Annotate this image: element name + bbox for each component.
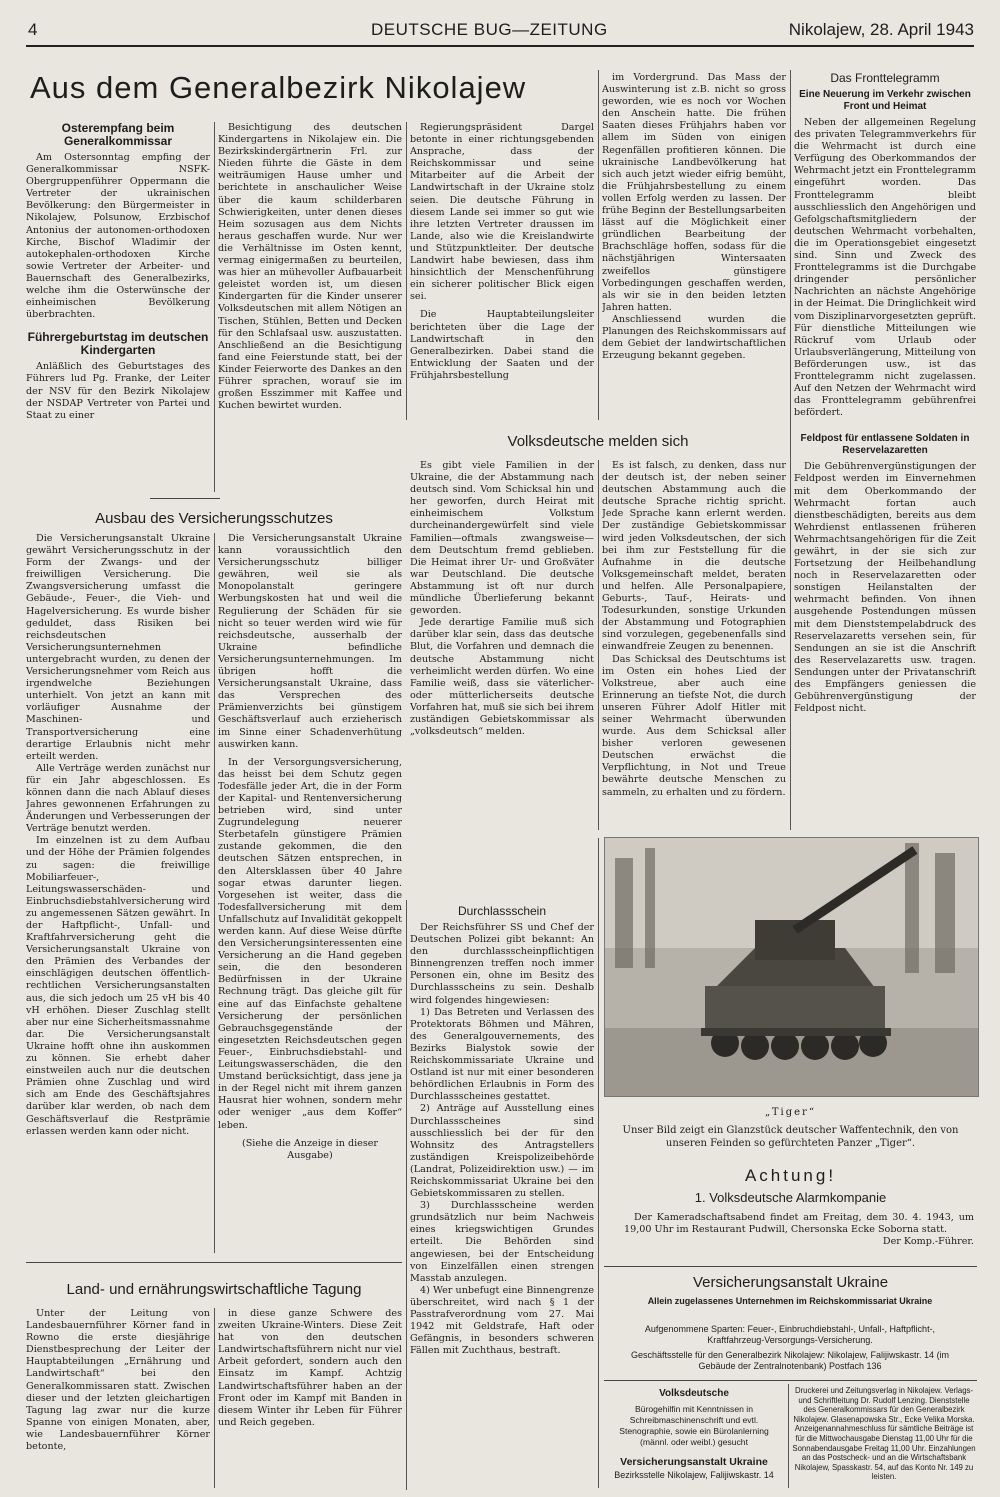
versicherung-body-3: Im einzelnen ist zu dem Aufbau und der Höhe der Prämien folgendes zu sagen: die freiwillige Mobiliarfeuer-, Leitungswasserschäden- und Einbruchsdiebstahlversicherung wird zu angemessenen Sätzen gewährt. In der Haftpflicht-, Unfall- und Kraftfahrversicherung geht die Versicherungsanstalt Ukraine von den Prämien des Verbandes der einschlägigen deutschen öffentlich-rechtlichen Versicherungsanstalten aus, die sich jedoch um 25 vH bis 40 vH erhöhen. Dieser Zuschlag stellt aber nur eine Sicherheitsmassnahme dar. Die Versicherungsanstalt Ukraine hofft ohne ihn auskommen zu können. Sie erhebt daher einstweilen auch nur die deutschen Prämien ohne Zuschlag und wird sich am Ende des Geschäftsjahres darüber klar werden, ob nach dem Geschäftsverlauf die Restprämie erlassen werden kann oder nicht. (26, 835, 210, 1137)
fronttelegramm-subtitle: Eine Neuerung im Verkehr zwischen Front und Heimat (799, 89, 971, 112)
versicherung-body-4: Die Versicherungsanstalt Ukraine kann voraussichtlich den Versicherungsschutz billiger gewähren, weil sie als Monopolanstalt geringere Werbungskosten hat und weil die Regulierung der Schäden für sie nicht so teuer werden wird wie für reichsdeutsche, ausserhalb der Ukraine befindliche Versicherungsunternehmungen. Im übrigen hofft die Versicherungsanstalt Ukraine, dass das Versprechen des Prämienverzichts bei günstigem Geschäftsverlauf auch erzieherisch im Sinne einer Schadenverhütung auswirken kann. (218, 533, 402, 750)
achtung-body: Der Kameradschaftsabend findet am Freitag, dem 30. 4. 1943, um 19,00 Uhr im Restaurant Pudwill, Chersonska Ecke Soborna statt. (624, 1212, 974, 1236)
small-ad-footer-1: Versicherungsanstalt Ukraine (620, 1456, 768, 1468)
durchlassschein-title: Durchlassschein (457, 905, 547, 918)
ad-rule (604, 1266, 977, 1267)
small-ad-footer-2: Bezirksstelle Nikolajew, Falijiwskastr. 14 (614, 1470, 774, 1480)
durchlassschein-body-2: 1) Das Betreten und Verlassen des Protektorats Böhmen und Mähren, des Generalgouvernements, des Bezirks Bialystok sowie der Reichskommissariate Ukraine und Ostland ist nur mit einer besonderen behördlichen Erlaubnis in Form des Durchlassscheines gestattet. (410, 1006, 594, 1103)
dargel-body-3: im Vordergrund. Das Mass der Auswinterung ist z.B. nicht so gross geworden, wie es noch vor Wochen den Anschein hatte. Die frühen Saaten dieses Frühjahrs haben vor allem im Süden von einigen Regenfällen profitieren können. Die ukrainische Landbevölkerung hat sich auch jetzt wieder eifrig bemüht, die Frühjahrsbestellung zu einem vollen Erfolg werden zu lassen. Der frühe Beginn der Bestellungsarbeiten lässt auf die Möglichkeit einer gründlichen Bearbeitung der Brachschläge hoffen, sodass für die nächstjährigen Wintersaaten zweifellos günstigere Vorbedingungen geschaffen werden, als wir sie in den beiden letzten Jahren hatten. (602, 72, 786, 313)
tiger-tank-photo (604, 837, 979, 1097)
volksdeutsche-title: Volksdeutsche melden sich (507, 433, 689, 450)
durchlassschein-body-1: Der Reichsführer SS und Chef der Deutschen Polizei gibt bekannt: An den durchlassscheinpflichtigen Binnengrenzen treffen noch immer Personen ein, ohne im Besitz des Durchlassscheins zu sein. Deshalb wird folgendes hingewiesen: (410, 922, 594, 1006)
column-3-middle (410, 460, 594, 892)
volksdeutsche-body-1: Es gibt viele Familien in der Ukraine, die der Abstammung nach deutsch sind. Vom Schicksal hin und her geworfen, durch Heirat mit einheimischem Volkstum durcheinandergewürfelt sind viele Familien—oftmals zwangsweise—dem Deutschtum fremd geblieben. Die Heimat ihrer Ur- und Großväter war Deutschland. Die deutsche Abstammung ist oft nur durch mündliche Überlieferung bekannt geworden. (410, 460, 594, 617)
dargel-body-2: Die Hauptabteilungsleiter berichteten über die Lage der Landwirtschaft in den Generalbezirken. Dabei stand die Entwicklung der Saaten und der Frühjahrsbestellung (410, 309, 594, 381)
column-3-bottom (410, 905, 594, 1485)
achtung-body-wrap (624, 1212, 974, 1252)
versicherung-title: Ausbau des Versicherungsschutzes (95, 510, 333, 527)
column-2-middle (218, 533, 402, 1261)
landwirtschaft-title: Land- und ernährungswirtschaftliche Tagung (66, 1281, 362, 1298)
divider (406, 900, 407, 1490)
fronttelegramm-body: Neben der allgemeinen Regelung des privaten Telegrammverkehrs für die Wehrmacht ist durch eine Verfügung des Oberkommandos der Wehrmacht jetzt ein Fronttelegramm eingeführt worden. Das Fronttelegramm bleibt ausschliesslich den Angehörigen und Gefolgschaftsmitgliedern der deutschen Wehrmacht vorbehalten, die im Operationsgebiet eingesetzt sind. Sinn und Zweck des Fronttelegramms ist die Durchgabe dringender persönlicher Nachrichten an nächste Angehörige in der Heimat. Die Dringlichkeit wird vom Disziplinarvorgesetzten geprüft. Für dienstliche Mitteilungen wie Rückruf vom Urlaub oder Urlaubsverlängerung, Mitteilung von Beförderungen usw., ist das Fronttelegramm nicht zugelassen. Auf den Netzen der Wehrmacht wird das Fronttelegramm gebührenfrei befördert. (794, 117, 976, 419)
versicherung-body-6: (Siehe die Anzeige in dieser Ausgabe) (241, 1137, 379, 1161)
divider (214, 122, 215, 492)
fuehrergeburtstag-title: Führergeburtstag im deutschen Kindergarten (27, 330, 209, 358)
achtung-subtitle: 1. Volksdeutsche Alarmkompanie (694, 1190, 887, 1205)
fuehrergeburtstag-body-1: Anläßlich des Geburtstages des Führers lud Pg. Franke, der Leiter der NSV für den Bezirk Nikolajew der NSDAP Vertreter von Partei und Staat zu einer (26, 361, 210, 421)
dateline: Nikolajew, 28. April 1943 (788, 20, 974, 39)
short-rule (150, 498, 220, 499)
landwirtschaft-body-1: Unter der Leitung von Landesbauernführer Körner fand in Rowno die erste diesjährige Dienstbesprechung der Leiter der Hauptabteilungen „Ernährung und Landwirtschaft“ bei den Generalkommissaren statt. Zwischen dieser und der letzten gleichartigen Tagung lag zwar nur die kurze Spanne von einigen Monaten, aber, wie Landesbauernführer Körner betonte, (26, 1308, 210, 1453)
fuehrergeburtstag-body-2: Besichtigung des deutschen Kindergartens in Nikolajew ein. Die Bezirkskindergärtnerin Frl. zur Nieden führte die Gäste in dem weiträumigen Hause umher und berichtete in anschaulicher Weise über die kaum schilderbaren Schwierigkeiten, unter denen dieses Heim sozusagen aus dem Nichts heraus geschaffen wurde. Nur wer die Verhältnisse im Osten kennt, vermag einigermaßen zu beurteilen, was hier an mühevoller Aufbauarbeit geleistet worden ist, um diesen Kindergarten für die Kinder unserer Volksdeutschen mit allem Nötigen an Tischen, Stühlen, Betten und Decken für den Schlafsaal usw. auszustatten. Anschließend an die Besichtigung fand eine Feierstunde statt, bei der Kinder Feierworte des Dankes an den Führer sprachen, worauf sie im großen Esszimmer mit Kaffee und Kuchen bewirtet wurden. (218, 122, 402, 412)
achtung-title: Achtung! (744, 1166, 837, 1185)
small-ad-body: Bürogehilfin mit Kenntnissen in Schreibmaschinenschrift und evtl. Stenographie, sowie ein Bürolanlerning (männl. oder weibl.) gesucht (619, 1404, 769, 1447)
page-header (26, 20, 974, 42)
column-4-top (602, 72, 786, 422)
volksdeutsche-body-3: Es ist falsch, zu denken, dass nur der deutsch ist, der neben seiner deutschen Abstammung auch die deutsche Sprache richtig spricht. Jede Sprache kann erlernt werden. Der zuständige Gebietskommissar wird jeden Volksdeutschen, der sich bei ihm zur Feststellung für die Aufnahme in die deutsche Volksgemeinschaft meldet, beraten und helfen. Alle Personalpapiere, Geburts-, Tauf-, Heirats- und Todesurkunden, sonstige Urkunden der Abstammung und Fotographien sind vorzulegen, gegebenenfalls sind einwandfreie Zeugen zu benennen. (602, 460, 786, 653)
divider (788, 1384, 789, 1488)
divider (214, 1308, 215, 1488)
durchlassschein-body-5: 4) Wer unbefugt eine Binnengrenze überschreitet, wird nach § 1 der Passtrafverordnung vom 27. Mai 1942 mit Geldstrafe, Haft oder Gefängnis, in besonders schweren Fällen mit Zuchthaus, bestraft. (410, 1284, 594, 1357)
durchlassschein-body-3: 2) Anträge auf Ausstellung eines Durchlassscheines sind ausschliesslich bei der für den Wohnsitz des Antragstellers zuständigen Kreispolizeibehörde (Landrat, Polizeidirektion usw.) — im Reichskommissariat Ukraine bei den Gebietskommissaren zu stellen. (410, 1103, 594, 1200)
osterempfang-title: Osterempfang beim Generalkommissar (61, 122, 175, 148)
volksdeutsche-body-2: Jede derartige Familie muß sich darüber klar sein, dass das deutsche Blut, die Vorfahren und demnach die deutsche Abstammung nicht verheimlicht werden dürfen. Wo eine Familie weiß, dass sie väterlicher- oder mütterlicherseits deutsche Vorfahren hat, muß sie sich bei ihrem zuständigen Gebietskommissar als „volksdeutsch“ melden. (410, 617, 594, 738)
small-ad-title: Volksdeutsche (659, 1388, 729, 1399)
dargel-body-1: Regierungspräsident Dargel betonte in einer richtungsgebenden Ansprache, dass der Reichskommissar und seine Mitarbeiter auf die Arbeit der Landwirtschaft in der Ukraine stolz seien. Die deutsche Führung in diesem Lande sei immer so gut wie ihre letzten Vertreter draussen im Lande, also wie die Kreislandwirte und Stützpunktleiter. Der deutsche Landwirt habe bewiesen, dass ihm hinsichtlich der Menschenführung ein sicherer politischer Blick eigen sei. (410, 122, 594, 303)
divider (790, 70, 791, 830)
dargel-body-4: Anschliessend wurden die Planungen des Reichskommissars auf dem Gebiet der landwirtschaftlichen Erzeugung bekannt gegeben. (602, 313, 786, 362)
header-rule (26, 45, 974, 47)
va-ad-sparten: Aufgenommene Sparten: Feuer-, Einbruchdiebstahl-, Unfall-, Haftpflicht-, Kraftfahrzeug-Versorgungs-Versicherung. (644, 1324, 936, 1345)
page-number: 4 (28, 20, 38, 39)
va-ad-address: Geschäftsstelle für den Generalbezirk Nikolajew: Nikolajew, Falijiwskastr. 14 (im Gebäude der Zentralnotenbank) Postfach 136 (630, 1350, 950, 1371)
column-1-bottom (26, 1308, 210, 1488)
paper-name: DEUTSCHE BUG—ZEITUNG (371, 20, 608, 39)
versicherung-body-2: Alle Verträge werden zunächst nur für ein Jahr abgeschlossen. Es können dann die nach Ablauf dieses Jahres gewonnenen Erfahrungen zu Änderungen und Verbesserungen der Verträge benutzt werden. (26, 762, 210, 835)
landwirtschaft-body-2: in diese ganze Schwere des zweiten Ukraine-Winters. Diese Zeit hat von den deutschen Landwirtschaftsführern nicht nur viel Arbeit gefordert, sondern auch den Einsatz im Kampf. Achtzig Landwirtschaftsführer haben an der Front oder im Kampf mit Banden in diesem Winter ihr Leben für Führer und Reich gegeben. (218, 1308, 402, 1428)
photo-caption: Unser Bild zeigt ein Glanzstück deutscher Waffentechnik, den von unseren Feinden so gefürchteten Panzer „Tiger“. (622, 1125, 959, 1149)
achtung-signature: Der Komp.-Führer. (882, 1236, 974, 1248)
divider (214, 533, 215, 1253)
durchlassschein-body-4: 3) Durchlassscheine werden grundsätzlich nur beim Nachweis eines kriegswichtigen Grundes erteilt. Die Behörden sind angewiesen, bei der Entscheidung von Einzelfällen einen strengen Masstab anzulegen. (410, 1200, 594, 1284)
divider (598, 70, 599, 420)
photo-label: „Tiger“ (765, 1107, 816, 1118)
versicherung-body-5: In der Versorgungsversicherung, das heisst bei dem Schutz gegen Todesfälle jeder Art, die in der Form der Kapital- und Rentenversicherung betrieben wird, sind unter Zugrundelegung neuerer Sterbetafeln günstigere Prämien zustande gekommen, die den deutschen Sätzen entsprechen, in den Altersklassen über 40 Jahre sogar etwas darunter liegen. Vorgesehen ist weiter, dass die Todesfallversicherung mit dem Unfallschutz auf Invalidität gekoppelt werden kann. Auf diese Weise dürfte den Versicherungsinteressenten eine Versicherung an die Hand gegeben sein, die den besonderen Bedürfnissen in der Ukraine Rechnung trägt. Das gleiche gilt für eine auf das Einfachste gehaltene Versicherung der persönlichen Gebrauchsgegenstände der eingesetzten Reichsdeutschen gegen Feuer-, Einbruchsdiebstahl- und Leitungswasserschäden, die den Umstand berücksichtigt, dass jene ja in der Regel nicht mit ihrem ganzen Hausrat hier wohnen, sondern mehr oder weniger „aus dem Koffer“ leben. (218, 756, 402, 1131)
column-1-middle (26, 533, 210, 1245)
column-5 (794, 72, 976, 832)
column-2-bottom (218, 1308, 402, 1488)
va-ad-subtitle: Allein zugelassenes Unternehmen im Reichskommissariat Ukraine (647, 1296, 933, 1306)
impressum: Druckerei und Zeitungsverlag in Nikolajew. Verlags- und Schriftleitung Dr. Rudolf Lenzing. Dienststelle des Generalkommissars für den Generalbezirk Nikolajew. Glasenapowska Str., Ecke Velika Morska. Anzeigenannahmeschluss für sämtliche Beiträge ist für die Mittwochausgabe Dienstag 11,00 Uhr für die Sonnabendausgabe Freitag 11,00 Uhr. Einzahlungen an das Postscheck- und an die Wirtschaftsbank Nikolajew, Spasskastr. 54, auf das Konto Nr. 149 zu leisten. (792, 1386, 976, 1482)
va-ad-title: Versicherungsanstalt Ukraine (692, 1274, 889, 1291)
column-1-top (26, 122, 210, 492)
versicherung-body-1: Die Versicherungsanstalt Ukraine gewährt Versicherungsschutz in der Form der Zwangs- und der freiwilligen Versicherung. Die Zwangsversicherung umfasst die Gebäude-, Feuer-, die Vieh- und Hagelversicherung. Es wurde bisher geduldet, dass Risiken bei reichsdeutschen Versicherungsunternehmen untergebracht wurden, zu denen der Versicherungsnehmer vom Reich aus irgendwelche Beziehungen unterhielt. Von jetzt an kann mit vorläufiger Ausnahme der Maschinen- und Transportversicherung eine derartige Erlaubnis nicht mehr erteilt werden. (26, 533, 210, 762)
section-rule (26, 1262, 402, 1263)
ad-rule (604, 1380, 977, 1381)
tank-illustration (605, 838, 978, 1096)
main-headline: Aus dem Generalbezirk Nikolajew (30, 70, 527, 105)
fronttelegramm-title: Das Fronttelegramm (830, 72, 940, 85)
volksdeutsche-body-4: Das Schicksal des Deutschtums ist im Osten ein hohes Lied der Volkstreue, aber auch eine Erinnerung an tiefste Not, die durch unseren Führer Adolf Hitler mit seiner Wehrmacht überwunden wurde. Aus dem Schicksal aller bisher verloren gewesenen Deutschen erwächst die Verpflichtung, in Not und Treue bewährte deutsche Menschen zu sammeln, zu erhalten und zu fördern. (602, 653, 786, 798)
column-2-top (218, 122, 402, 492)
divider (406, 122, 407, 420)
feldpost-title: Feldpost für entlassene Soldaten in Reservelazaretten (800, 433, 970, 457)
divider (598, 838, 599, 1488)
feldpost-body: Die Gebührenvergünstigungen der Feldpost werden im Einvernehmen mit dem Oberkommando der Wehrmacht fortan auch dienstbeschädigten, bereits aus dem Wehrdienst entlassenen früheren Wehrmachtsangehörigen für die Zeit gewährt, in der sie sich zur Fortsetzung der Heilbehandlung noch in Reservelazaretten oder sonstigen Heilanstalten der wehrmacht befinden. Von ihnen ausgehende Postendungen müssen mit dem Dienststempelabdruck des Reservelazaretts versehen sein, für Sendungen an sie ist die Anschrift des Reservelazaretts usw. tragen. Sendungen unter der Privatanschrift des Empfängers geniessen die Gebührenvergünstigung der Feldpost nicht. (794, 461, 976, 715)
osterempfang-body: Am Ostersonntag empfing der Generalkommissar NSFK-Obergruppenführer Oppermann die Vertreter der ukrainischen Bevölkerung: den Bürgermeister in Nikolajew, Polsunow, Erzbischof Antonius der autonomen-orthodoxen Kirche, Bischof Wladimir der autokephalen-orthodoxen Kirche sowie Vertreter der Arbeiter- und Bauernschaft des Generalbezirks, welche ihm die Osterwünsche der einheimischen Bevölkerung überbrachten. (26, 152, 210, 321)
divider (598, 460, 599, 830)
column-3-top (410, 122, 594, 420)
column-4-middle (602, 460, 786, 830)
